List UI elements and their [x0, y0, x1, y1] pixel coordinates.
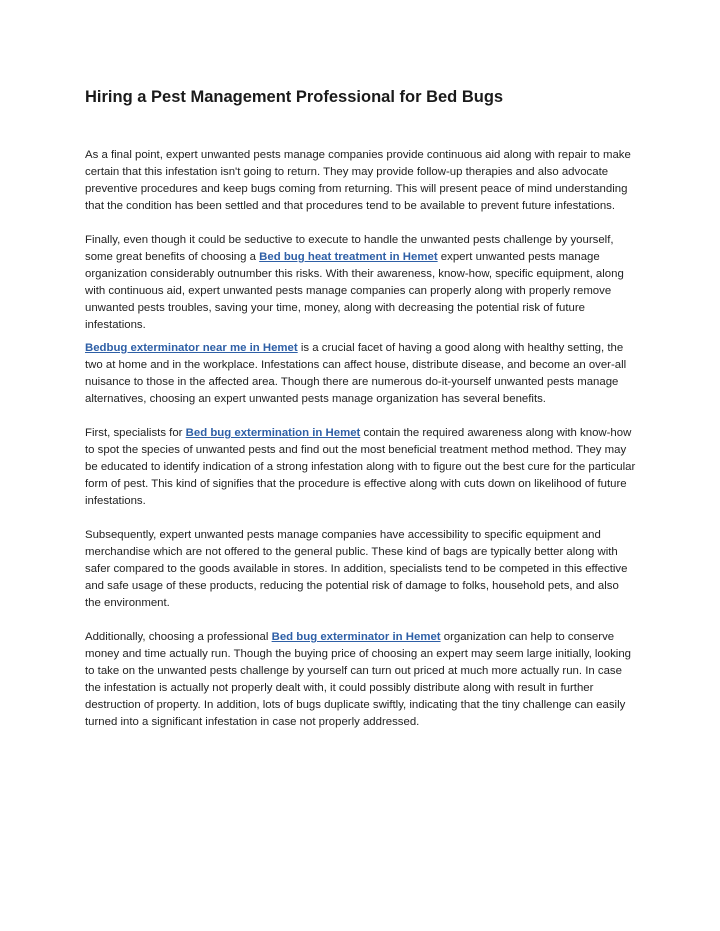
paragraph-5 — [85, 527, 637, 612]
paragraph-1 — [85, 147, 637, 215]
link-bed-bug-exterminator[interactable]: Bed bug exterminator in Hemet — [271, 631, 441, 643]
paragraph-2 — [85, 232, 637, 334]
document-body — [85, 147, 637, 731]
paragraph-text: contain the required awareness along with know-how to spot the species of unwanted pests and find out the most beneficial treatment method method. They may be educated to identify indication of a strong infestation along with to figure out the best cure for the particular form of pest. This kind of signifies that the procedure is effective along with cuts down on likelihood of future infestations. — [85, 427, 636, 507]
paragraph-3 — [85, 340, 637, 408]
link-bed-bug-extermination[interactable]: Bed bug extermination in Hemet — [185, 427, 361, 439]
link-bedbug-exterminator-near-me[interactable]: Bedbug exterminator near me in Hemet — [85, 342, 298, 354]
link-bed-bug-heat-treatment[interactable]: Bed bug heat treatment in Hemet — [259, 251, 438, 263]
document-title: Hiring a Pest Management Professional for Bed Bugs — [85, 88, 504, 106]
paragraph-text: Finally, even though it could be seductive to execute to handle the unwanted pests challenge by yourself, some great benefits of choosing a — [85, 234, 614, 263]
paragraph-4 — [85, 425, 637, 510]
paragraph-text: Additionally, choosing a professional — [85, 631, 272, 643]
paragraph-6 — [85, 629, 637, 731]
paragraph-text: Subsequently, expert unwanted pests manage companies have accessibility to specific equipment and merchandise which are not offered to the general public. These kind of bags are typically better along with safer compared to the goods available in stores. In addition, specialists tend to be competed in this effective and safe usage of these products, reducing the potential risk of damage to folks, household pets, and also the environment. — [85, 529, 628, 609]
paragraph-text: organization can help to conserve money and time actually run. Though the buying price of choosing an expert may seem large initially, looking to take on the unwanted pests challenge by yourself can turn out priced at much more actually run. In case the infestation is actually not properly dealt with, it could possibly distribute along with result in further destruction of property. In addition, lots of bugs duplicate swiftly, indicating that the tiny challenge can easily turned into a significant infestation in case not properly addressed. — [85, 631, 631, 728]
paragraph-text: First, specialists for — [85, 427, 186, 439]
paragraph-text: As a final point, expert unwanted pests manage companies provide continuous aid along with repair to make certain that this infestation isn't going to return. They may provide follow-up therapies and also advocate preventive procedures and keep bugs coming from returning. This will present peace of mind understanding that the condition has been settled and that procedures tend to be available to prevent future infestations. — [85, 149, 631, 212]
paragraph-text: expert unwanted pests manage organization considerably outnumber this risks. With their awareness, know-how, specific equipment, along with continuous aid, expert unwanted pests manage companies can properly along with properly remove unwanted pests troubles, saving your time, money, along with decreasing the potential risk of future infestations. — [85, 251, 624, 331]
paragraph-text: is a crucial facet of having a good along with healthy setting, the two at home and in the workplace. Infestations can affect house, distribute disease, and become an over-all nuisance to those in the affected area. Though there are numerous do-it-yourself unwanted pests manage alternatives, choosing an expert unwanted pests manage organization has several benefits. — [85, 342, 627, 405]
